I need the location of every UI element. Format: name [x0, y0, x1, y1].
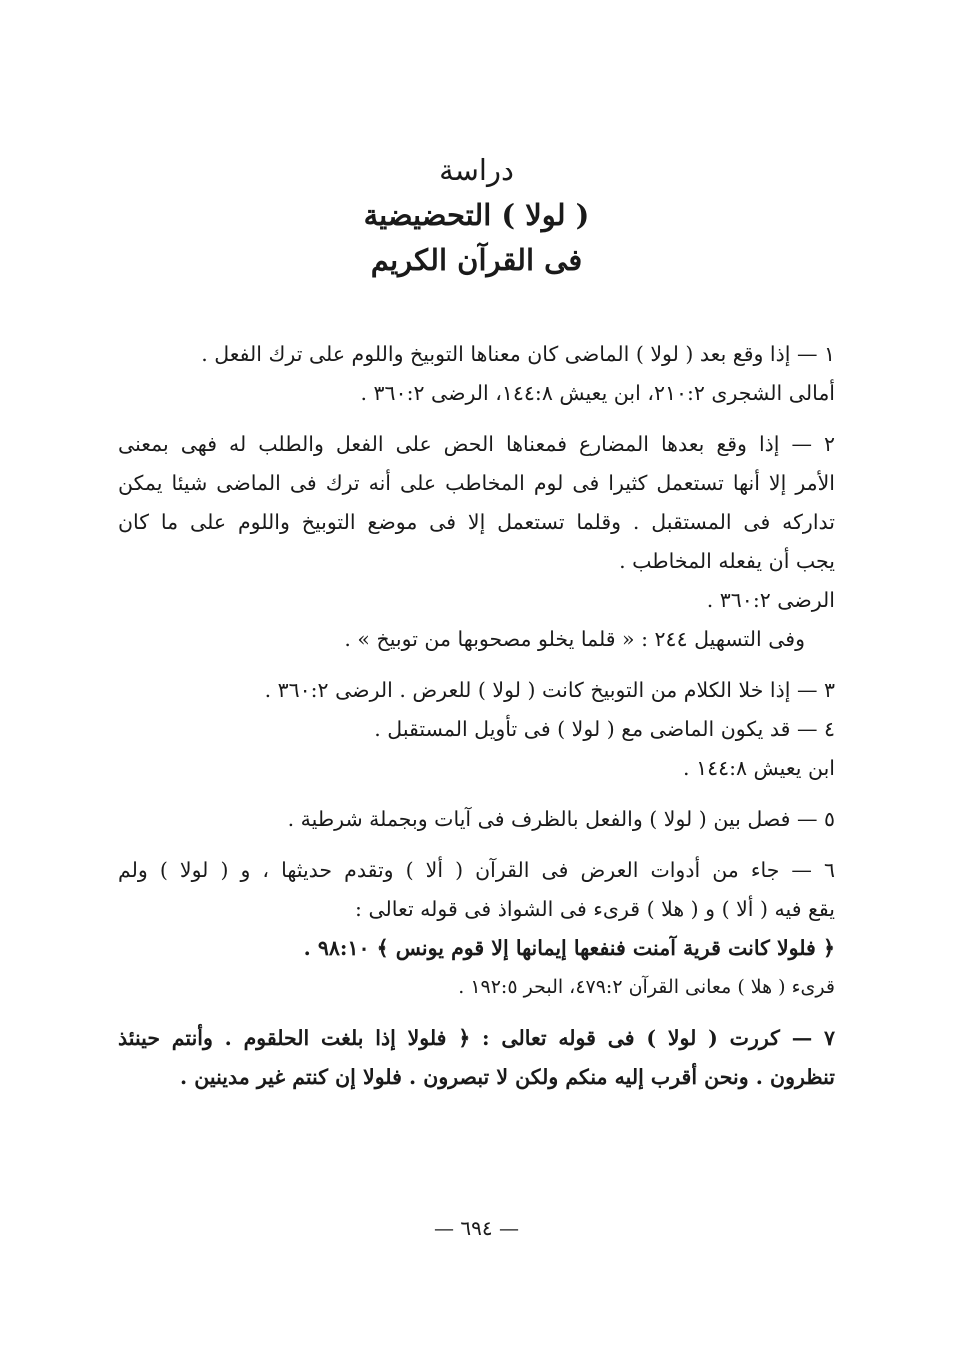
section-2-line-5: الرضى ٣٦٠:٢ .	[706, 588, 835, 612]
title-block	[118, 148, 835, 283]
section-2-line-4: يجب أن يفعله المخاطب .	[619, 549, 835, 573]
section-1	[118, 335, 835, 413]
section-7	[118, 1019, 835, 1097]
section-7-line-2: تنظرون . ونحن أقرب إليه منكم ولكن لا تبصرون . فلولا إن كنتم غير مدينين .	[180, 1065, 835, 1089]
section-5-line-1: ٥ — فصل بين ( لولا ) والفعل بالظرف فى آيات وبجملة شرطية .	[287, 807, 835, 831]
section-1-line-2: أمالى الشجرى ٢١٠:٢، ابن يعيش ١٤٤:٨، الرضى ٣٦٠:٢ .	[360, 381, 835, 405]
title-line-2: ( لولا ) التحضيضية	[363, 198, 590, 232]
section-6-line-2: يقع فيه ( ألا ) و ( هلا ) قرىء فى الشواذ فى قوله تعالى :	[355, 897, 835, 921]
section-6-line-1: ٦ — جاء من أدوات العرض فى القرآن ( ألا ) وتقدم حديثها ، و ( لولا ) ولم	[118, 858, 835, 882]
section-6-quran-verse: ﴿ فلولا كانت قرية آمنت فنفعها إيمانها إلا قوم يونس ﴾ ٩٨:١٠ .	[303, 936, 835, 960]
section-6	[118, 851, 835, 1007]
section-3	[118, 671, 835, 788]
title-line-1: دراسة	[439, 153, 514, 187]
section-2-line-2: الأمر إلا أنها تستعمل كثيرا فى لوم المخاطب على أنه ترك فى الماضى شيئا يمكن	[118, 471, 835, 495]
section-3-line-1: ٣ — إذا خلا الكلام من التوبيخ كانت ( لولا ) للعرض . الرضى ٣٦٠:٢ .	[264, 678, 835, 702]
section-2	[118, 425, 835, 659]
section-2-line-3: تداركه فى المستقبل . وقلما تستعمل إلا فى موضع التوبيخ واللوم على ما كان	[118, 510, 835, 534]
section-1-line-1: ١ — إذا وقع بعد ( لولا ) الماضى كان معناها التوبيخ واللوم على ترك الفعل .	[201, 342, 835, 366]
title-line-3: فى القرآن الكريم	[370, 243, 583, 277]
section-6-line-4: قرىء ( هلا ) معانى القرآن ٤٧٩:٢، البحر ١٩٢:٥ .	[458, 976, 835, 998]
section-2-line-1: ٢ — إذا وقع بعدها المضارع فمعناها الحض على الفعل والطلب له فهى بمعنى	[118, 432, 835, 456]
section-7-line-1: ٧ — كررت ( لولا ) فى قوله تعالى : ﴿ فلولا إذا بلغت الحلقوم . وأنتم حينئذ	[118, 1026, 835, 1050]
section-3-line-2: ٤ — قد يكون الماضى مع ( لولا ) فى تأويل المستقبل .	[374, 717, 835, 741]
section-5	[118, 800, 835, 839]
section-3-line-3: ابن يعيش ١٤٤:٨ .	[683, 756, 835, 780]
section-2-line-6: وفى التسهيل ٢٤٤ : « قلما يخلو مصحوبها من توبيخ » .	[344, 627, 805, 651]
page-number: — ٦٩٤ —	[434, 1216, 519, 1240]
